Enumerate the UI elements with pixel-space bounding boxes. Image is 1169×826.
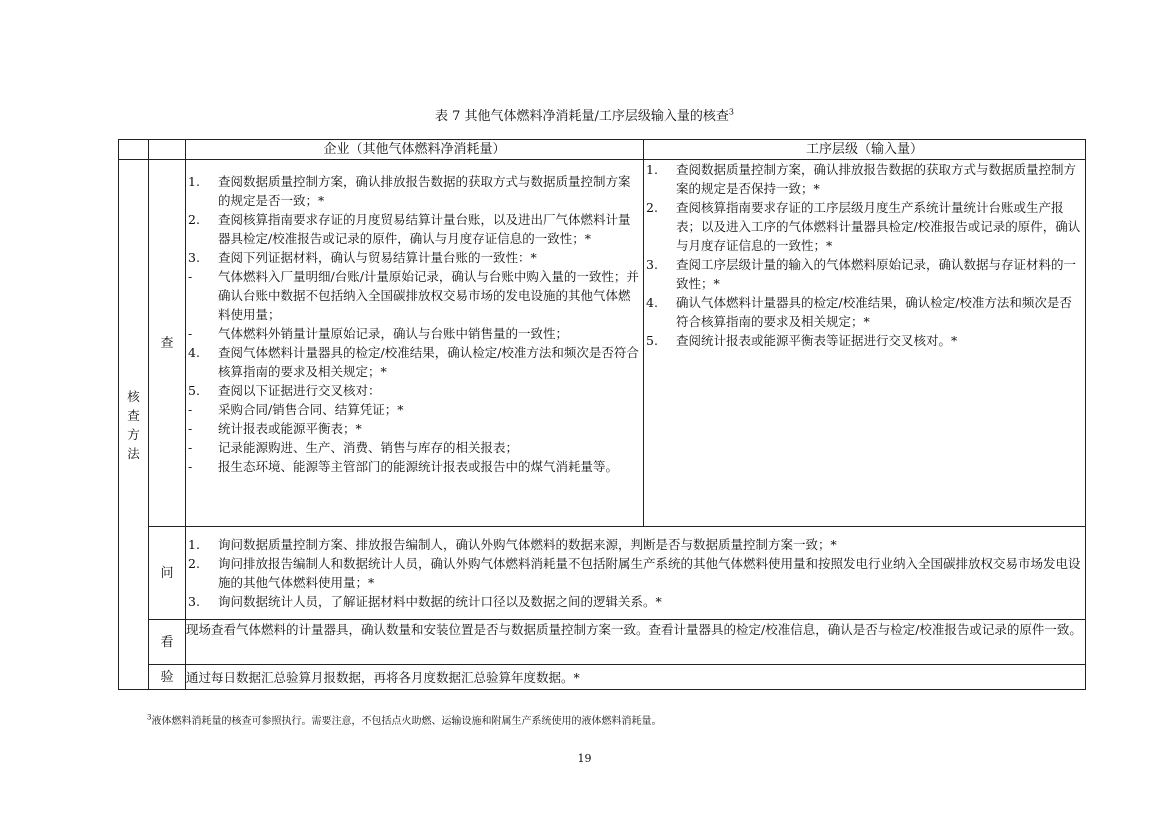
list-item: 2. 查阅核算指南要求存证的工序层级月度生产系统计量统计台账或生产报表；以及进入工序的气体燃料计量器具检定/校准报告或记录的原件，确认与月度存证信息的一致性；*: [646, 200, 1081, 253]
list-item: - 统计报表或能源平衡表；*: [188, 421, 362, 436]
list-item: 3. 询问数据统计人员，了解证据材料中数据的统计口径以及数据之间的逻辑关系。*: [188, 594, 662, 609]
look-row: [119, 620, 1086, 665]
list-item: 3. 查阅工序层级计量的输入的气体燃料原始记录，确认数据与存证材料的一致性；*: [646, 257, 1077, 291]
verify-cell: 通过每日数据汇总验算月报数据，再将各月度数据汇总验算年度数据。*: [186, 665, 1086, 690]
list-item: 1. 查阅数据质量控制方案，确认排放报告数据的获取方式与数据质量控制方案的规定是否一致；*: [188, 174, 631, 208]
look-label: 看: [149, 620, 186, 665]
list-item: 2. 询问排放报告编制人和数据统计人员，确认外购气体燃料消耗量不包括附属生产系统的其他气体燃料使用量和按照发电行业纳入全国碳排放权交易市场发电设施的其他气体燃料使用量；*: [188, 556, 1081, 590]
ask-list: [186, 535, 1085, 611]
process-check-list: [644, 160, 1085, 350]
enterprise-header: 企业（其他气体燃料净消耗量）: [186, 140, 644, 160]
look-cell: 现场查看气体燃料的计量器具，确认数量和安装位置是否与数据质量控制方案一致。查看计量器具的检定/校准信息，确认是否与检定/校准报告或记录的原件一致。: [186, 620, 1086, 665]
list-item: - 气体燃料外销量计量原始记录，确认与台账中销售量的一致性；: [188, 326, 569, 341]
list-item: - 气体燃料入厂量明细/台账/计量原始记录，确认与台账中购入量的一致性；并确认台账中数据不包括纳入全国碳排放权交易市场的发电设施的其他气体燃料使用量；: [188, 269, 639, 322]
process-header: 工序层级（输入量）: [644, 140, 1086, 160]
check-row: [119, 160, 1086, 527]
verify-row: [119, 665, 1086, 690]
list-item: 1. 查阅数据质量控制方案，确认排放报告数据的获取方式与数据质量控制方案的规定是否保持一致；*: [646, 162, 1077, 196]
list-item: 4. 查阅气体燃料计量器具的检定/校准结果，确认检定/校准方法和频次是否符合核算指南的要求及相关规定；*: [188, 345, 639, 379]
method-label: 核 查 方 法: [119, 160, 149, 690]
list-item: - 报生态环境、能源等主管部门的能源统计报表或报告中的煤气消耗量等。: [188, 459, 619, 474]
list-item: - 采购合同/销售合同、结算凭证；*: [188, 402, 404, 417]
page-number: 19: [577, 752, 592, 765]
process-check-cell: [644, 160, 1086, 527]
enterprise-check-cell: [186, 160, 644, 527]
list-item: 3. 查阅下列证据材料，确认与贸易结算计量台账的一致性：*: [188, 250, 537, 265]
list-item: 5. 查阅以下证据进行交叉核对：: [188, 383, 381, 398]
list-item: 5. 查阅统计报表或能源平衡表等证据进行交叉核对。*: [646, 333, 958, 348]
corner-cell-2: [149, 140, 186, 160]
ask-row: [119, 527, 1086, 620]
list-item: 4. 确认气体燃料计量器具的检定/校准结果，确认检定/校准方法和频次是否符合核算指南的要求及相关规定；*: [646, 295, 1072, 329]
ask-label: 问: [149, 527, 186, 620]
ask-cell: [186, 527, 1086, 620]
header-row: [119, 140, 1086, 160]
footnote: $^3$液体燃料消耗量的核查可参照执行。需要注意，不包括点火助燃、运输设施和附属生产系统使用的液体燃料消耗量。: [147, 713, 662, 727]
list-item: 2. 查阅核算指南要求存证的月度贸易结算计量台账，以及进出厂气体燃料计量器具检定/校准报告或记录的原件，确认与月度存证信息的一致性；*: [188, 212, 631, 246]
list-item: - 记录能源购进、生产、消费、销售与库存的相关报表；: [188, 440, 519, 455]
check-label: 查: [149, 160, 186, 527]
verification-table: [118, 139, 1086, 690]
corner-cell-1: [119, 140, 149, 160]
enterprise-check-list: [186, 172, 643, 476]
table-title: 表 7 其他气体燃料净消耗量/工序层级输入量的核查$^3$: [434, 107, 734, 124]
list-item: 1. 询问数据质量控制方案、排放报告编制人，确认外购气体燃料的数据来源，判断是否与数据质量控制方案一致；*: [188, 537, 837, 552]
verify-label: 验: [149, 665, 186, 690]
